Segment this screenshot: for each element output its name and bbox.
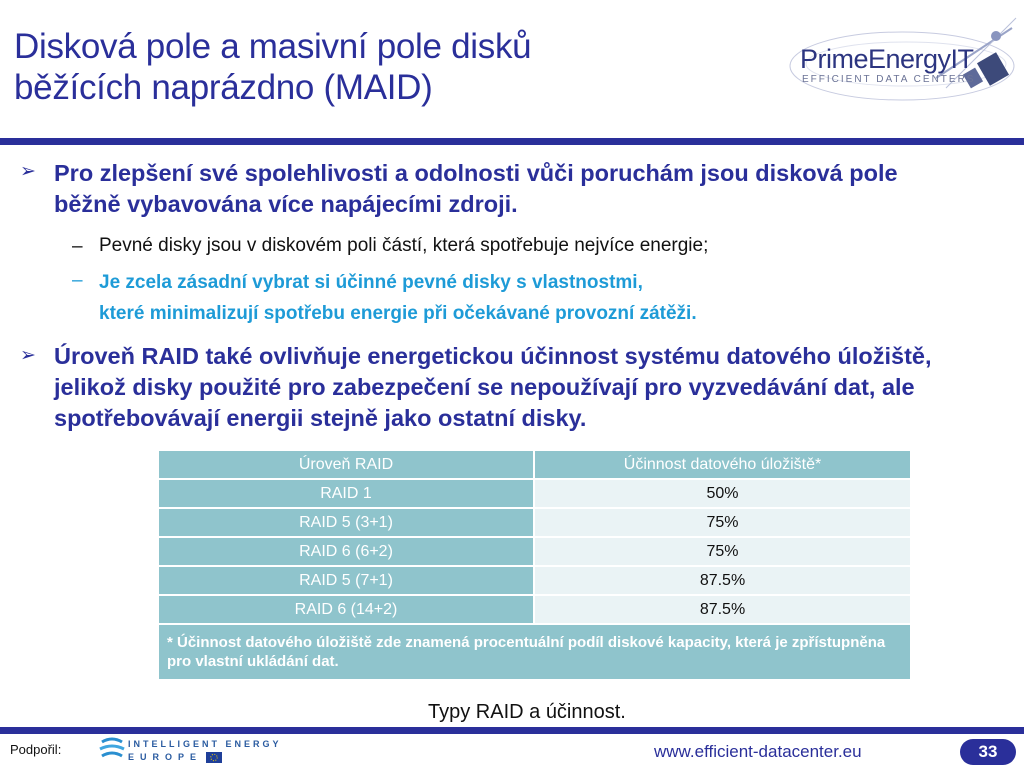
- raid-level-cell: RAID 6 (14+2): [158, 595, 534, 624]
- dash-bullet-icon: –: [72, 236, 83, 257]
- raid-level-cell: RAID 5 (3+1): [158, 508, 534, 537]
- slide-title: [14, 26, 654, 108]
- logo-wordmark: PrimeEnergyIT: [800, 44, 974, 74]
- title-line-1: Disková pole a masivní pole disků: [14, 27, 532, 66]
- table-row: [158, 479, 911, 508]
- efficiency-cell: 87.5%: [534, 595, 911, 624]
- table-row: [158, 566, 911, 595]
- bullet-2: Úroveň RAID také ovlivňuje energetickou účinnost systému datového úložiště, jelikož disky použité pro zabezpečení se nepoužívají pro vyzvedávání dat, ale spotřebovávají energii stejně jako ostatní disky.: [54, 343, 932, 431]
- sub-bullet-2: Je zcela zásadní vybrat si účinné pevné disky s vlastnostmi, které minimalizují spotřebu energie při očekávané provozní zátěži.: [99, 272, 697, 324]
- title-line-2: běžících naprázdno (MAID): [14, 68, 433, 107]
- bullet-1: Pro zlepšení své spolehlivosti a odolnosti vůči poruchám jsou disková pole běžně vybavována více napájecími zdroji.: [54, 160, 898, 217]
- arrow-bullet-icon: ➢: [20, 345, 36, 366]
- sponsor-line-2: EUROPE: [128, 752, 203, 762]
- sub-bullet-1: Pevné disky jsou v diskovém poli částí, která spotřebuje nejvíce energie;: [99, 235, 709, 256]
- table-footnote-row: [158, 624, 911, 680]
- table-row: [158, 508, 911, 537]
- eu-flag-icon: [206, 752, 222, 763]
- table-footnote: * Účinnost datového úložiště zde znamená procentuální podíl diskové kapacity, která je zpřístupněna pro vlastní ukládání dat.: [158, 624, 911, 680]
- efficiency-cell: 75%: [534, 537, 911, 566]
- primeenergyit-logo: [786, 8, 1018, 118]
- header-raid-level: Úroveň RAID: [158, 450, 534, 479]
- intelligent-energy-europe-logo-icon: [98, 736, 126, 764]
- sponsor-line-1: INTELLIGENT ENERGY: [128, 739, 282, 749]
- header-efficiency: Účinnost datového úložiště*: [534, 450, 911, 479]
- website-link[interactable]: www.efficient-datacenter.eu: [654, 742, 862, 761]
- logo-tagline: EFFICIENT DATA CENTERS: [802, 74, 976, 85]
- raid-level-cell: RAID 6 (6+2): [158, 537, 534, 566]
- intelligent-energy-europe-logo: [98, 735, 288, 765]
- dash-bullet-icon: –: [72, 270, 83, 291]
- efficiency-cell: 87.5%: [534, 566, 911, 595]
- raid-level-cell: RAID 1: [158, 479, 534, 508]
- efficiency-cell: 50%: [534, 479, 911, 508]
- arrow-bullet-icon: ➢: [20, 161, 36, 182]
- header-divider: [0, 138, 1024, 145]
- table-header-row: [158, 450, 911, 479]
- sponsor-label: Podpořil:: [10, 742, 62, 757]
- table-row: [158, 595, 911, 624]
- raid-level-cell: RAID 5 (7+1): [158, 566, 534, 595]
- table-caption: Typy RAID a účinnost.: [428, 701, 626, 723]
- efficiency-cell: 75%: [534, 508, 911, 537]
- raid-efficiency-table: [157, 449, 912, 681]
- footer-divider: [0, 727, 1024, 734]
- table-row: [158, 537, 911, 566]
- page-number-badge: 33: [960, 739, 1016, 765]
